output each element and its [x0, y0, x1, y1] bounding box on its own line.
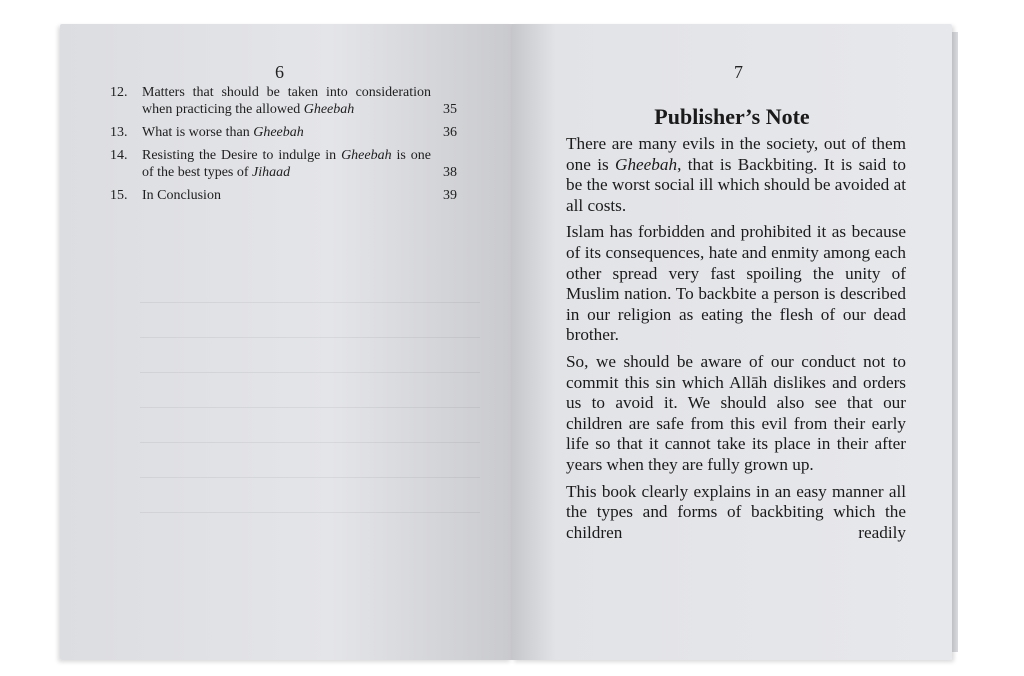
paragraph: This book clearly explains in an easy manner all the types and forms of backbiting which the children readily	[566, 481, 906, 542]
toc-item[interactable]	[110, 84, 455, 118]
page-number-right: 7	[734, 62, 743, 82]
open-book	[60, 24, 952, 660]
table-of-contents	[110, 84, 455, 210]
toc-item-number: 15.	[110, 188, 128, 203]
toc-item-page: 38	[443, 165, 457, 180]
toc-item-page: 35	[443, 102, 457, 117]
page-number-left: 6	[275, 62, 284, 82]
toc-item-text: What is worse than Gheebah	[142, 125, 304, 140]
right-page	[512, 24, 952, 660]
paragraph: Islam has forbidden and prohibited it as because of its consequences, hate and enmity among each other spread very fast spoiling the unity of Muslim nation. To backbite a person is described in our religion as eating the flesh of our dead brother.	[566, 222, 906, 345]
toc-item-number: 13.	[110, 125, 128, 140]
toc-item-text: In Conclusion	[142, 188, 221, 203]
toc-item[interactable]	[110, 187, 455, 204]
left-page	[60, 24, 512, 660]
toc-item-number: 12.	[110, 85, 128, 100]
toc-item[interactable]	[110, 124, 455, 141]
paragraph: So, we should be aware of our conduct not to commit this sin which Allāh dislikes and orders us to avoid it. We should also see that our children are safe from this evil from their early life so that it cannot take its place in their after years when they are fully grown up.	[566, 351, 906, 474]
paragraph: There are many evils in the society, out of them one is Gheebah, that is Backbiting. It is said to be the worst social ill which should be avoided at all costs.	[566, 134, 907, 215]
show-through-texture	[140, 284, 480, 614]
page-edge	[952, 32, 958, 652]
toc-item-text: Matters that should be taken into consideration when practicing the allowed Gheebah	[142, 85, 431, 117]
toc-item-number: 14.	[110, 148, 128, 163]
section-title: Publisher’s Note	[654, 104, 810, 129]
toc-item-page: 39	[443, 188, 457, 203]
toc-item[interactable]	[110, 147, 455, 181]
toc-item-page: 36	[443, 125, 457, 140]
publishers-note-body	[566, 134, 906, 549]
toc-item-text: Resisting the Desire to indulge in Gheebah is one of the best types of Jihaad	[142, 148, 432, 180]
